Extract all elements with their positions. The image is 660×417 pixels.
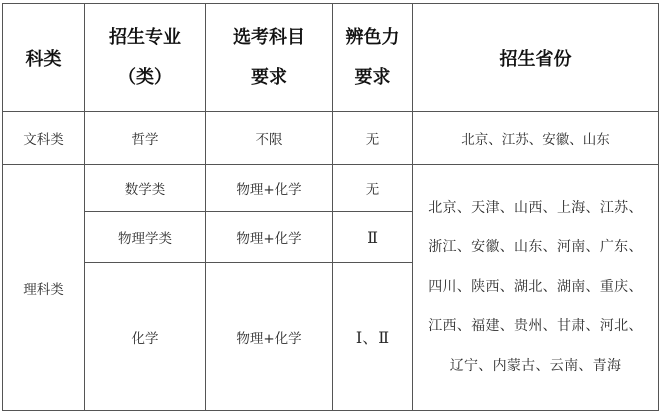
province-line-4: 江西、福建、贵州、甘肃、河北、 bbox=[428, 318, 643, 335]
cell-category-science: 理科类 bbox=[3, 165, 85, 411]
header-category bbox=[3, 4, 85, 112]
province-line-2: 浙江、安徽、山东、河南、广东、 bbox=[428, 239, 643, 256]
header-color-line2: 要求 bbox=[354, 66, 391, 88]
province-line-5: 辽宁、内蒙古、云南、青海 bbox=[449, 357, 622, 374]
header-major-line2: （类） bbox=[118, 66, 172, 88]
cell-major-chemistry: 化学 bbox=[85, 263, 206, 411]
cell-color-physics: Ⅱ bbox=[333, 212, 413, 263]
cell-major-math: 数学类 bbox=[85, 165, 206, 212]
admission-requirements-table bbox=[2, 3, 659, 411]
header-major-line1: 招生专业 bbox=[109, 26, 181, 48]
header-row bbox=[3, 4, 659, 112]
header-provinces bbox=[413, 4, 659, 112]
cell-color-philosophy: 无 bbox=[333, 112, 413, 165]
cell-provinces-science bbox=[413, 165, 659, 411]
header-provinces-label: 招生省份 bbox=[499, 48, 572, 70]
cell-major-physics: 物理学类 bbox=[85, 212, 206, 263]
cell-subject-math: 物理+化学 bbox=[206, 165, 333, 212]
cell-subject-philosophy: 不限 bbox=[206, 112, 333, 165]
cell-category-liberal-arts: 文科类 bbox=[3, 112, 85, 165]
cell-subject-physics: 物理+化学 bbox=[206, 212, 333, 263]
province-line-3: 四川、陕西、湖北、湖南、重庆、 bbox=[428, 278, 643, 295]
cell-provinces-philosophy: 北京、江苏、安徽、山东 bbox=[413, 112, 659, 165]
cell-color-math: 无 bbox=[333, 165, 413, 212]
table-row-math bbox=[3, 165, 659, 212]
header-subject-line2: 要求 bbox=[251, 66, 287, 88]
admission-table-container bbox=[2, 3, 658, 410]
cell-subject-chemistry: 物理+化学 bbox=[206, 263, 333, 411]
cell-color-chemistry: Ⅰ、Ⅱ bbox=[333, 263, 413, 411]
header-subject bbox=[206, 4, 333, 112]
header-major bbox=[85, 4, 206, 112]
header-subject-line1: 选考科目 bbox=[233, 26, 305, 48]
header-color-vision bbox=[333, 4, 413, 112]
cell-major-philosophy: 哲学 bbox=[85, 112, 206, 165]
table-row-liberal-arts bbox=[3, 112, 659, 165]
header-color-line1: 辨色力 bbox=[345, 26, 400, 48]
province-line-1: 北京、天津、山西、上海、江苏、 bbox=[428, 199, 643, 216]
header-category-label: 科类 bbox=[25, 48, 62, 70]
